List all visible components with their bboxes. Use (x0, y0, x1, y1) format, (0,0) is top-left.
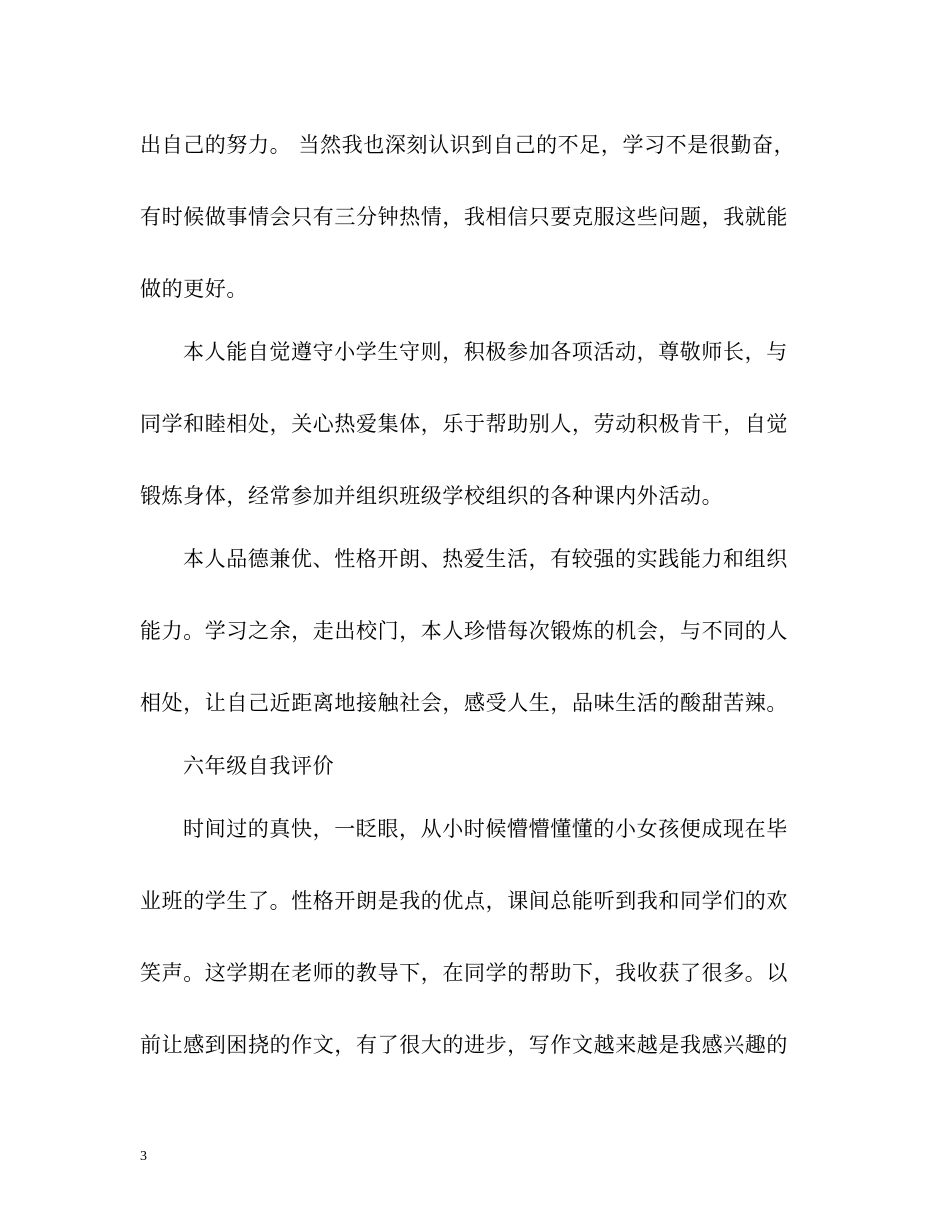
text-line: 相处，让自己近距离地接触社会，感受人生，品味生活的酸甜苦辣。 (140, 691, 788, 715)
section-heading: 六年级自我评价 (183, 754, 335, 778)
text-line: 有时候做事情会只有三分钟热情，我相信只要克服这些问题，我就能 (140, 205, 788, 229)
text-line: 做的更好。 (140, 277, 248, 301)
paragraph-start-line: 本人能自觉遵守小学生守则，积极参加各项活动，尊敬师长，与 (183, 340, 788, 364)
text-line: 能力。学习之余，走出校门，本人珍惜每次锻炼的机会，与不同的人 (140, 619, 788, 643)
paragraph-start-line: 本人品德兼优、性格开朗、热爱生活，有较强的实践能力和组织 (183, 547, 788, 571)
text-line: 笑声。这学期在老师的教导下，在同学的帮助下，我收获了很多。以 (140, 961, 788, 985)
text-line: 业班的学生了。性格开朗是我的优点，课间总能听到我和同学们的欢 (140, 889, 788, 913)
text-line: 出自己的努力。 当然我也深刻认识到自己的不足，学习不是很勤奋， (140, 133, 796, 157)
text-line: 同学和睦相处，关心热爱集体，乐于帮助别人，劳动积极肯干，自觉 (140, 412, 788, 436)
paragraph-start-line: 时间过的真快，一眨眼，从小时候懵懵懂懂的小女孩便成现在毕 (183, 817, 788, 841)
page-number: 3 (140, 1149, 147, 1164)
text-line: 锻炼身体，经常参加并组织班级学校组织的各种课内外活动。 (140, 484, 724, 508)
text-line: 前让感到困挠的作文，有了很大的进步，写作文越来越是我感兴趣的 (140, 1033, 788, 1057)
